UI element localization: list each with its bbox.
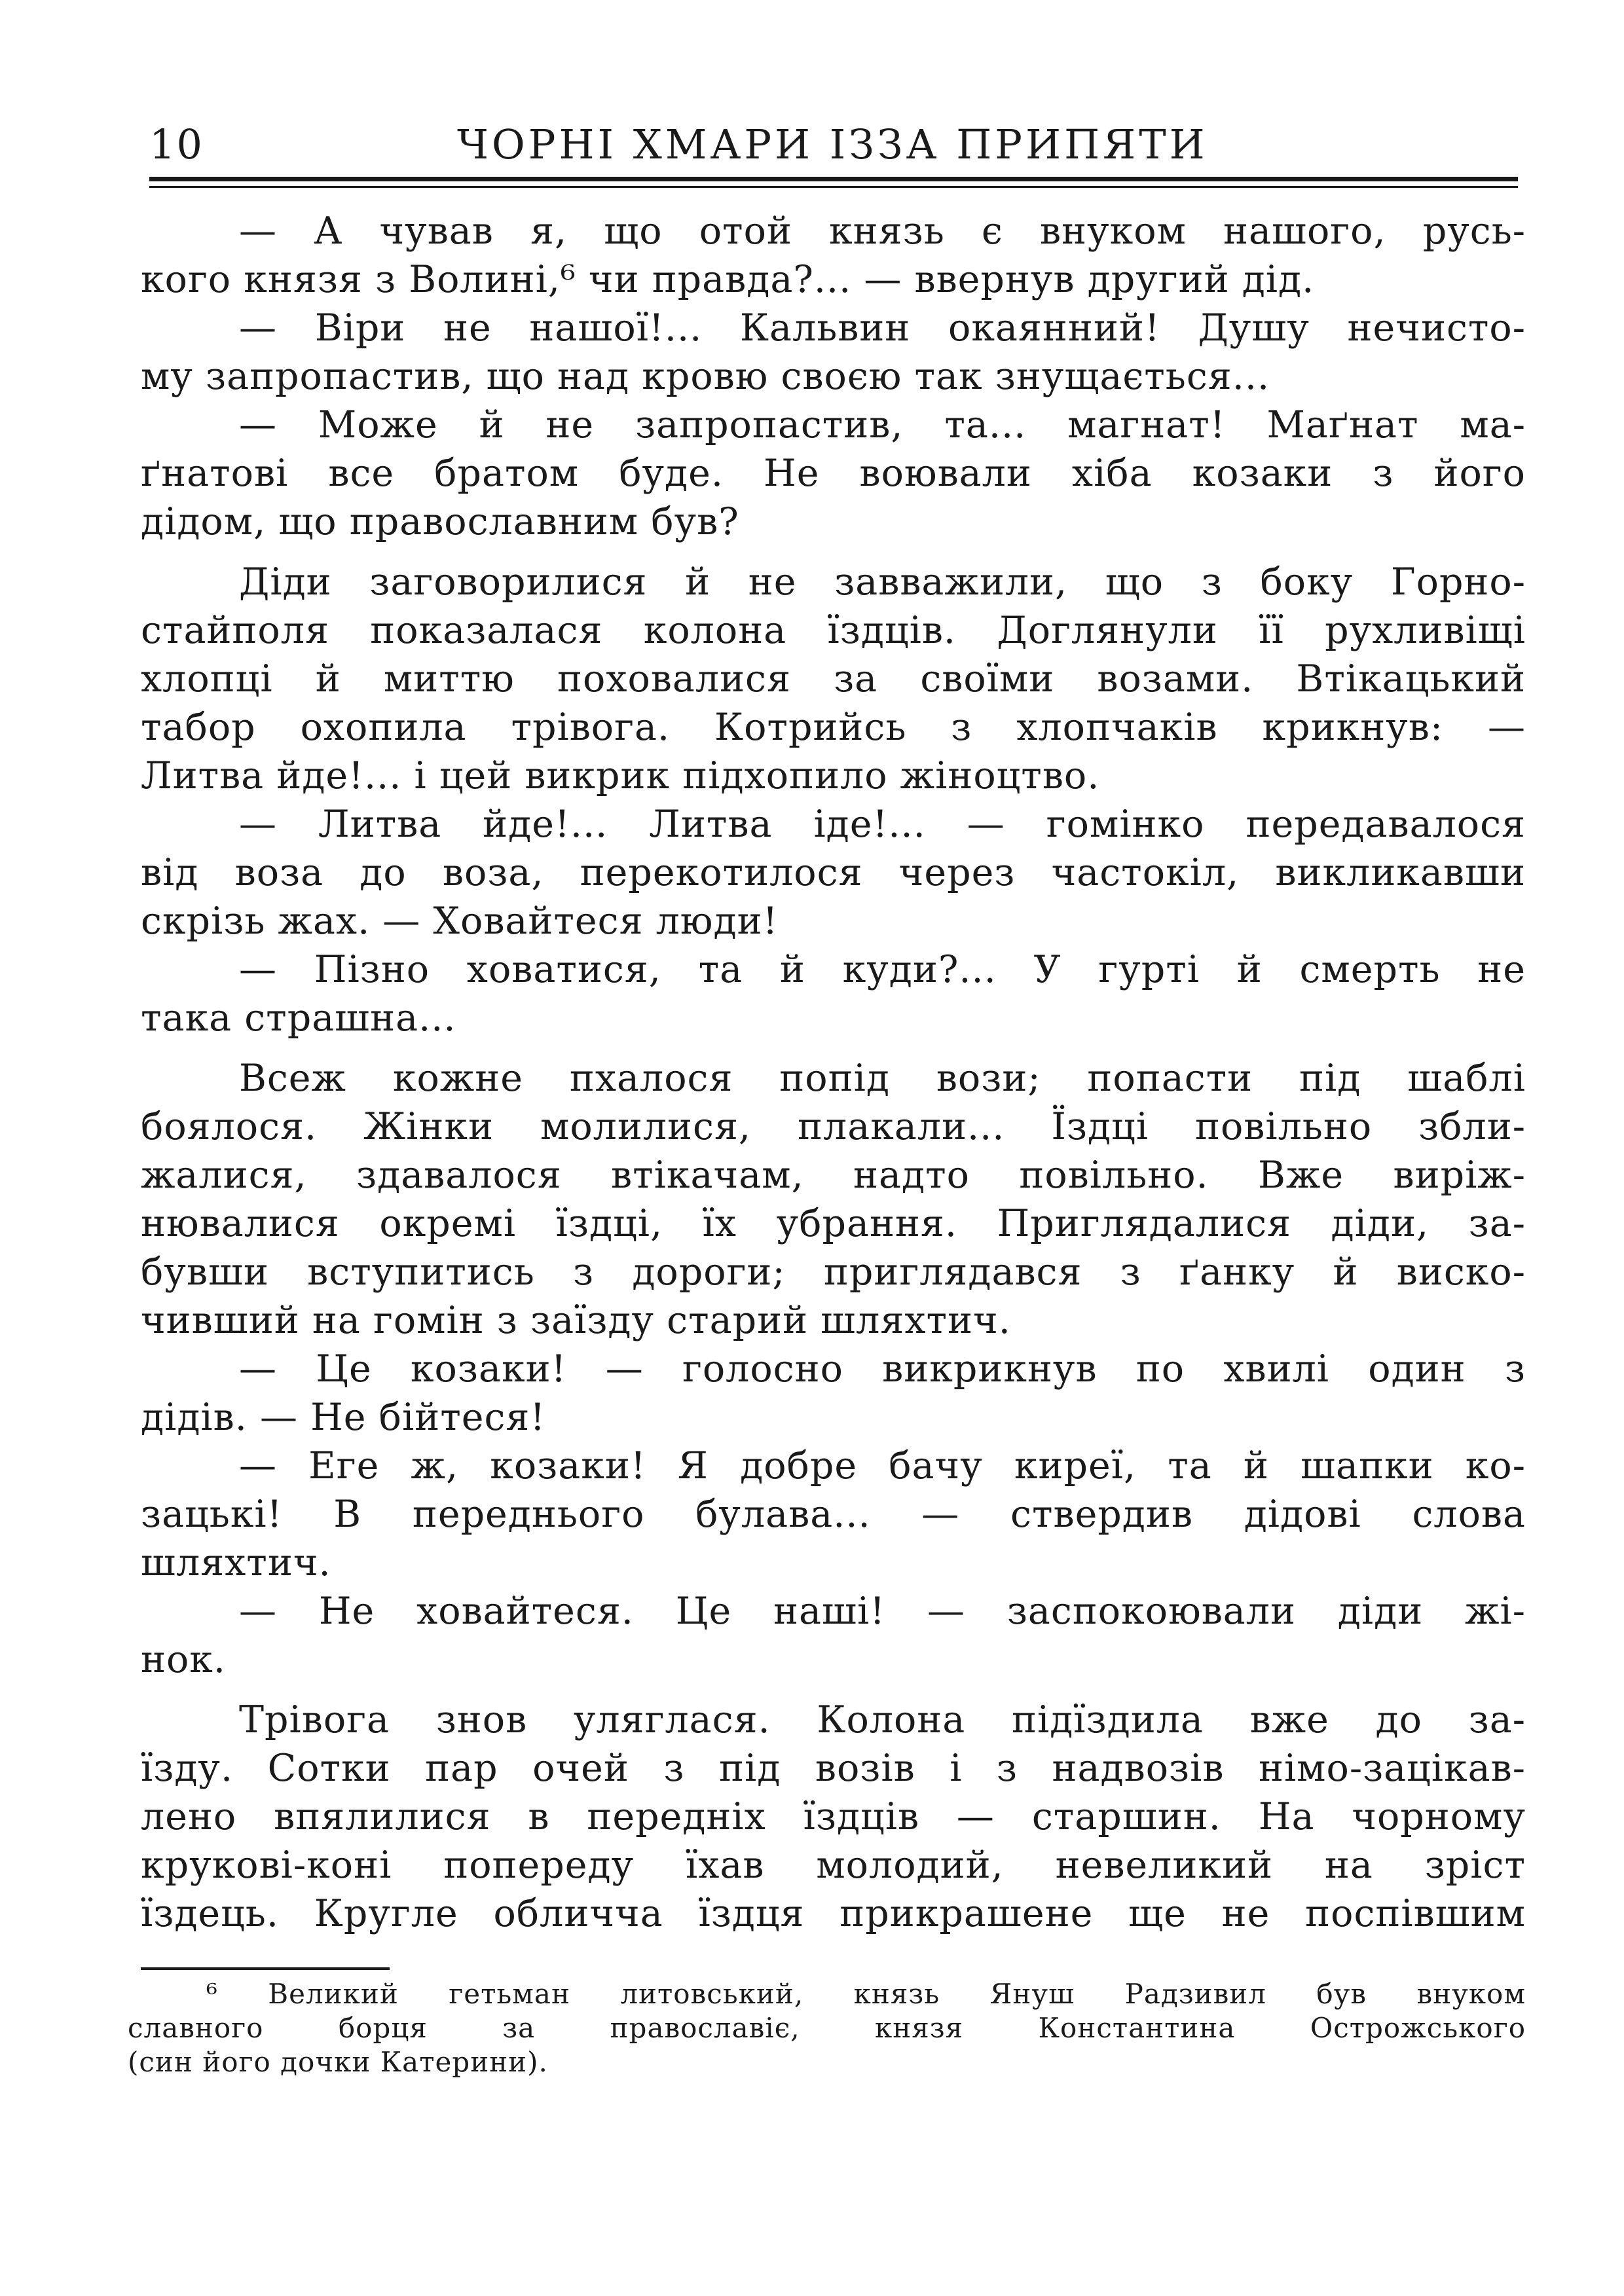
text-line: чивший на гомін з заїзду старий шляхтич.	[141, 1299, 1011, 1342]
footnote-separator	[141, 1967, 390, 1970]
page-number: 10	[149, 120, 204, 168]
text-line: — Еге ж, козаки! Я добре бачу киреї, та й шапки ко-	[239, 1444, 1526, 1487]
text-line: кого князя з Волині,⁶ чи правда?... — ввернув другий дід.	[141, 258, 1315, 301]
text-line: лено впялилися в передніх їздців — старшин. На чорному	[141, 1795, 1526, 1838]
text-line: їзду. Сотки пар очей з під возів і з надвозів німо-зацікав-	[141, 1747, 1526, 1790]
text-line: — Віри не нашої!... Кальвин окаянний! Душу нечисто-	[239, 306, 1526, 350]
text-line: нювалися окремі їздці, їх убрання. Приглядалися діди, за-	[141, 1202, 1526, 1245]
text-line: — Литва йде!... Литва іде!... — гомінко передавалося	[239, 803, 1526, 846]
text-line: така страшна...	[141, 996, 456, 1040]
text-line: їздець. Кругле обличча їздця прикрашене ще не поспівшим	[141, 1892, 1526, 1935]
text-line: бувши вступитись з дороги; приглядався з ґанку й виско-	[141, 1250, 1526, 1294]
text-line: — А чував я, що отой князь є внуком нашого, русь-	[239, 210, 1526, 253]
text-line: — Може й не запропастив, та... магнат! Маґнат ма-	[239, 403, 1526, 446]
text-line: боялося. Жінки молилися, плакали... Їздці повільно збли-	[141, 1105, 1526, 1148]
text-line: му запропастив, що над кровю своєю так знущається...	[141, 355, 1270, 398]
text-line: хлопці й миттю поховалися за своїми возами. Втікацький	[141, 657, 1526, 701]
text-line: дідів. — Не бійтеся!	[141, 1396, 546, 1439]
text-line: Литва йде!... і цей викрик підхопило жіноцтво.	[141, 754, 1100, 797]
text-line: табор охопила трівога. Котрийсь з хлопчаків крикнув: —	[141, 706, 1526, 749]
text-line: крукові-коні попереду їхав молодий, невеликий на зріст	[141, 1844, 1526, 1887]
text-line: ґнатові все братом буде. Не воювали хіба козаки з його	[141, 452, 1526, 495]
text-line: жалися, здавалося втікачам, надто повільно. Вже виріж-	[141, 1154, 1526, 1197]
footnote	[128, 1977, 1526, 2079]
running-header	[149, 113, 1518, 185]
text-line: стайполя показалася колона їздців. Доглянули її рухливіщі	[141, 609, 1526, 652]
footnote-line: славного борця за православіє, князя Константина Острожського	[128, 2012, 1526, 2044]
text-line: — Не ховайтеся. Це наші! — заспокоювали діди жі-	[239, 1590, 1526, 1633]
text-line: Діди заговорилися й не завважили, що з боку Горно-	[239, 560, 1526, 604]
running-title: ЧОРНІ ХМАРИ ІЗЗА ПРИПЯТИ	[457, 120, 1208, 168]
text-line: — Це козаки! — голосно викрикнув по хвилі один з	[239, 1347, 1526, 1391]
main-text	[141, 207, 1526, 1938]
text-line: скрізь жах. — Ховайтеся люди!	[141, 900, 779, 943]
text-line: Всеж кожне пхалося попід вози; попасти під шаблі	[239, 1057, 1526, 1100]
text-line: нок.	[141, 1638, 227, 1681]
footnote-line: (син його дочки Катерини).	[128, 2046, 548, 2078]
text-line: Трівога знов уляглася. Колона підїздила вже до за-	[239, 1698, 1526, 1741]
text-line: від воза до воза, перекотилося через частокіл, викликавши	[141, 851, 1526, 894]
text-line: шляхтич.	[141, 1541, 331, 1584]
text-line: — Пізно ховатися, та й куди?... У гурті й смерть не	[239, 948, 1526, 991]
header-rule-thick	[149, 177, 1518, 181]
header-rule-thin	[149, 186, 1518, 188]
footnote-line: ⁶ Великий гетьман литовський, князь Януш Радзивил був внуком	[206, 1978, 1526, 2010]
text-line: зацькі! В переднього булава... — ствердив дідові слова	[141, 1493, 1526, 1536]
text-line: дідом, що православним був?	[141, 500, 739, 543]
